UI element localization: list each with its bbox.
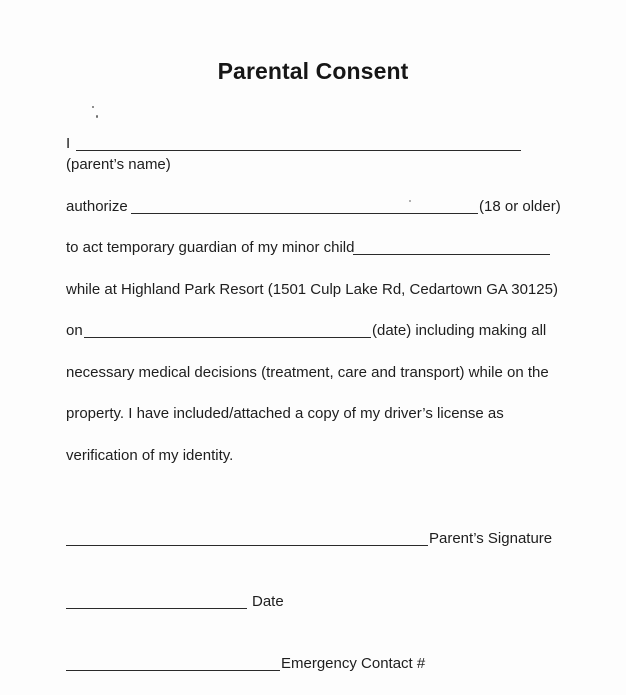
signature-date-field[interactable] xyxy=(66,608,247,609)
i-prefix-text: I xyxy=(66,135,71,152)
emergency-contact-label: Emergency Contact # xyxy=(281,655,426,672)
scan-speck xyxy=(96,115,98,118)
authorized-adult-field[interactable] xyxy=(131,213,478,214)
property-license-text: property. I have included/attached a copy of my driver’s license as xyxy=(66,405,504,422)
scan-speck xyxy=(409,200,411,202)
parent-signature-label: Parent’s Signature xyxy=(429,530,553,547)
signature-date-label: Date xyxy=(252,593,284,610)
parent-name-field[interactable] xyxy=(76,150,521,151)
parent-name-caption: (parent’s name) xyxy=(66,156,171,173)
date-including-text: (date) including making all xyxy=(372,322,547,339)
consent-date-field[interactable] xyxy=(84,337,371,338)
page-title: Parental Consent xyxy=(217,58,409,84)
verification-text: verification of my identity. xyxy=(66,447,234,464)
parent-signature-field[interactable] xyxy=(66,545,428,546)
guardian-text: to act temporary guardian of my minor child xyxy=(66,239,355,256)
authorize-age-note: (18 or older) xyxy=(479,198,561,215)
on-prefix-text: on xyxy=(66,322,83,339)
location-text: while at Highland Park Resort (1501 Culp Lake Rd, Cedartown GA 30125) xyxy=(66,281,558,298)
emergency-contact-field[interactable] xyxy=(66,670,280,671)
scan-speck xyxy=(92,106,94,108)
minor-child-field[interactable] xyxy=(353,254,550,255)
authorize-prefix-text: authorize xyxy=(66,198,128,215)
medical-decisions-text: necessary medical decisions (treatment, care and transport) while on the xyxy=(66,364,549,381)
